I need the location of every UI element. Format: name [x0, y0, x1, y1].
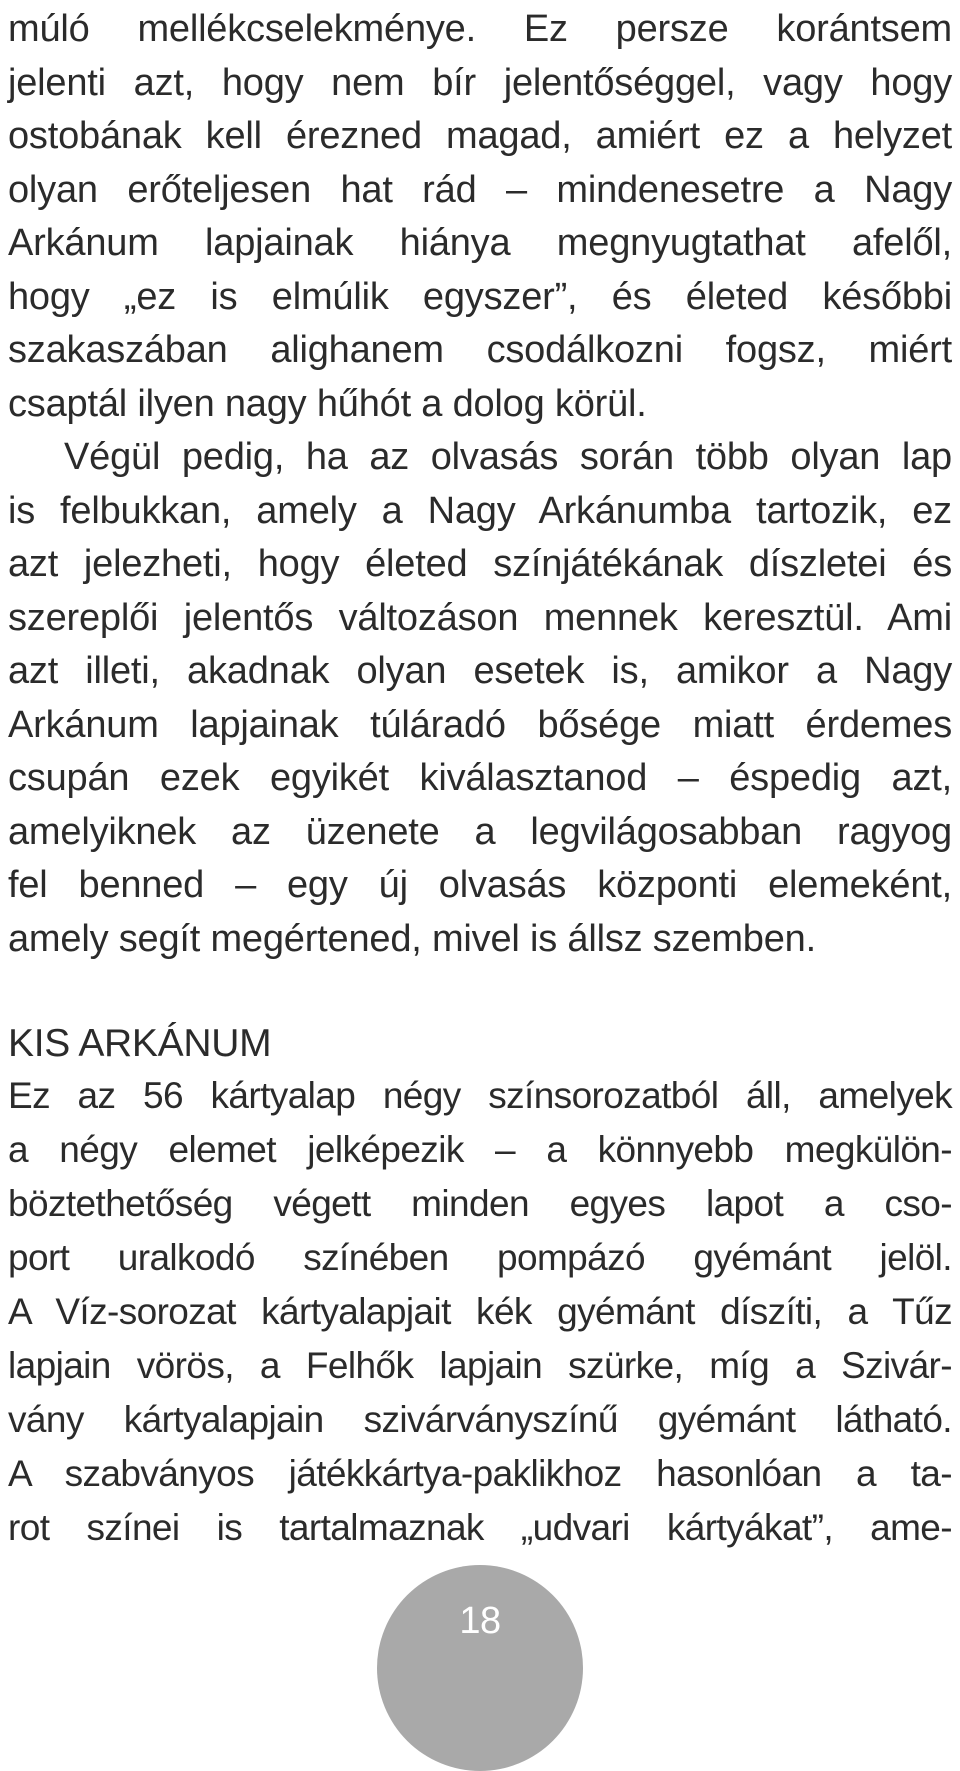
text-line: vány kártyalapjain szivárványszínű gyémánt látható.	[8, 1399, 952, 1440]
text-line: amelyiknek az üzenete a legvilágosabban ragyog	[8, 810, 952, 853]
text-line: azt illeti, akadnak olyan esetek is, amikor a Nagy	[8, 650, 952, 692]
text-line: azt jelezheti, hogy életed színjátékának díszletei és	[8, 543, 952, 585]
text-line: csupán ezek egyikét kiválasztanod – éspedig azt,	[8, 757, 952, 799]
text-line: port uralkodó színében pompázó gyémánt jelöl.	[8, 1237, 952, 1278]
body-text-top	[8, 3, 952, 966]
text-line: böztethetőség végett minden egyes lapot a cso-	[8, 1183, 952, 1224]
text-line: hogy „ez is elmúlik egyszer”, és életed későbbi	[8, 275, 952, 318]
page-number: 18	[459, 1600, 501, 1642]
text-line: múló mellékcselekménye. Ez persze korántsem	[8, 8, 952, 50]
text-line: szereplői jelentős változáson mennek keresztül. Ami	[8, 596, 952, 639]
text-line: is felbukkan, amely a Nagy Arkánumba tartozik, ez	[8, 489, 952, 532]
text-line: Arkánum lapjainak hiánya megnyugtathat afelől,	[8, 222, 952, 264]
text-line: fel benned – egy új olvasás központi elemeként,	[8, 864, 952, 906]
text-line: jelenti azt, hogy nem bír jelentőséggel, vagy hogy	[8, 61, 952, 104]
section-heading: KIS ARKÁNUM	[8, 1022, 272, 1065]
text-line: lapjain vörös, a Felhők lapjain szürke, míg a Szivár-	[8, 1345, 952, 1386]
page-number-badge	[377, 1565, 583, 1771]
text-line: szakaszában alighanem csodálkozni fogsz, miért	[8, 329, 952, 371]
text-line: amely segít megértened, mivel is állsz szemben.	[8, 917, 816, 960]
text-line: Arkánum lapjainak túláradó bősége miatt érdemes	[8, 703, 952, 746]
text-line: a négy elemet jelképezik – a könnyebb megkülön-	[8, 1129, 952, 1170]
body-text-bottom	[8, 1069, 952, 1555]
text-line: olyan erőteljesen hat rád – mindenesetre a Nagy	[8, 168, 952, 211]
text-line: csaptál ilyen nagy hűhót a dolog körül.	[8, 382, 647, 425]
text-line: rot színei is tartalmaznak „udvari kártyákat”, ame-	[8, 1507, 952, 1548]
text-line: ostobának kell érezned magad, amiért ez a helyzet	[8, 115, 952, 157]
text-line: Végül pedig, ha az olvasás során több olyan lap	[64, 436, 952, 478]
text-line: A szabványos játékkártya-paklikhoz hasonlóan a ta-	[8, 1453, 952, 1494]
text-line: A Víz-sorozat kártyalapjait kék gyémánt díszíti, a Tűz	[8, 1291, 952, 1332]
text-line: Ez az 56 kártyalap négy színsorozatból áll, amelyek	[8, 1075, 952, 1116]
